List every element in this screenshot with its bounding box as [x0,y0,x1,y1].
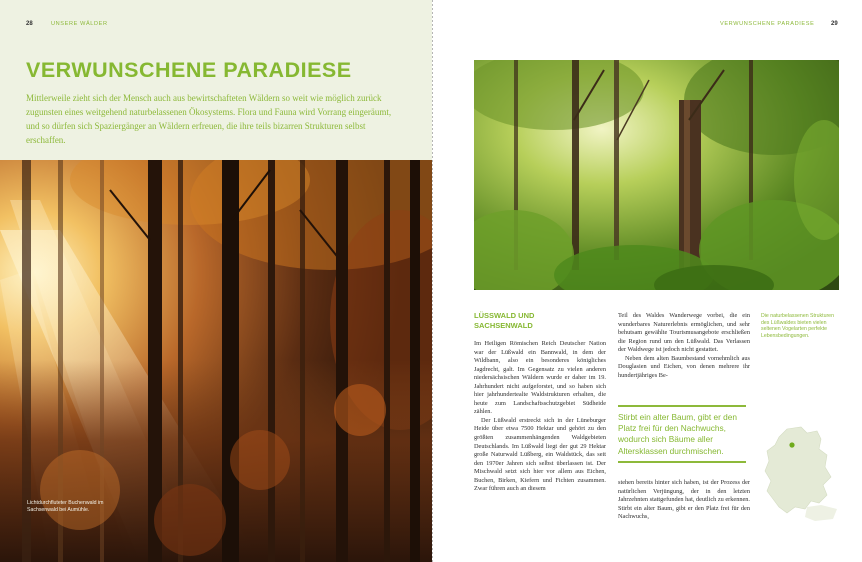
intro-paragraph: Mittlerweile zieht sich der Mensch auch aus bewirtschafteten Wäldern so weit wie möglich zurück zugunsten eines weitgehend naturbelassenen Ökosystems. Flora und Fauna wird Vorrang eingeräumt, und so dürfen sich Spaziergänger an Wäldern erfreuen, die ihre teils bizarren Strukturen selbst erschaffen. [26,93,392,145]
running-head-right: VERWUNSCHENE PARADIESE [720,21,815,27]
page-number-right: 29 [831,21,838,27]
location-marker-icon [789,442,794,447]
neighbor-shape [805,505,837,521]
section-heading: LÜSSWALD UND SACHSENWALD [474,311,535,330]
photo-caption-left: Lichtdurchfluteter Buchenwald im Sachsenwald bei Aumühle. [27,500,104,513]
running-head-left: UNSERE WÄLDER [51,21,108,27]
body-column-2-top [618,312,750,380]
body-paragraph: Teil des Waldes Wanderwege vorbei, die ein wunderbares Naturerlebnis ermöglichen, und sehr behutsam gewählte Tourismusangebote erschließen die Region rund um den Lüßwald. Das Verlassen der Waldwege ist jedoch nicht gestattet. [618,312,750,354]
page-title: VERWUNSCHENE PARADIESE [26,58,352,82]
green-forest-photo [474,60,839,290]
body-paragraph: Neben dem alten Baumbestand vornehmlich aus Douglasien und Eichen, von denen mehrere ihr hundertjähriges Be- [618,354,750,379]
pull-quote-rule-bottom [618,461,746,463]
germany-shape [765,427,831,513]
body-paragraph: Der Lüßwald erstreckt sich in der Lüneburger Heide über etwa 7500 Hektar und gehört zu den größten zusammenhängenden Waldgebieten Deutschlands. Im Lüßwald liegt der gut 29 Hektar große Naturwald Lüßberg, ein Waldstück, das seit den 1970er Jahren sich selbst überlassen ist. Der Mischwald setzt sich hier vor allem aus Eichen, Buchen, Birken, Kiefern und Fichten zusammen. Zwar führen auch an diesem [474,416,606,493]
page-number-left: 28 [26,21,33,27]
page-gutter [432,0,433,562]
body-column-1 [474,340,606,494]
body-paragraph: Im Heiligen Römischen Reich Deutscher Nation war der Lüßwald ein Bannwald, in dem der Wildbann, also ein besonderes königliches Jagdrecht, galt. Im Gegensatz zu vielen anderen niedersächsischen Wäldern wurde er daher im 19. Jahrhundert nicht aufgeforstet, und so haben sich hier jahrhundertealte Waldstrukturen erhalten, die heute zum Landschaftsschutzgebiet Südheide zählen. [474,340,606,416]
body-column-2-bottom: stehen bereits hinter sich haben, ist der Prozess der natürlichen Verjüngung, der in den letzten Jahrzehnten stattgefunden hat, deutlich zu erkennen. Stirbt ein alter Baum, gibt er den Platz frei für den Nachwuchs, [618,479,751,521]
pull-quote-rule-top [618,405,746,407]
photo-caption-right: Die naturbelassenen Strukturen des Lüßwaldes bieten vielen seltenen Vogelarten perfekte Lebensbedingungen. [761,313,834,339]
pull-quote: Stirbt ein alter Baum, gibt er den Platz frei für den Nachwuchs, wodurch sich Bäume aller Altersklassen durchmischen. [618,412,737,456]
germany-locator-map [757,425,841,525]
